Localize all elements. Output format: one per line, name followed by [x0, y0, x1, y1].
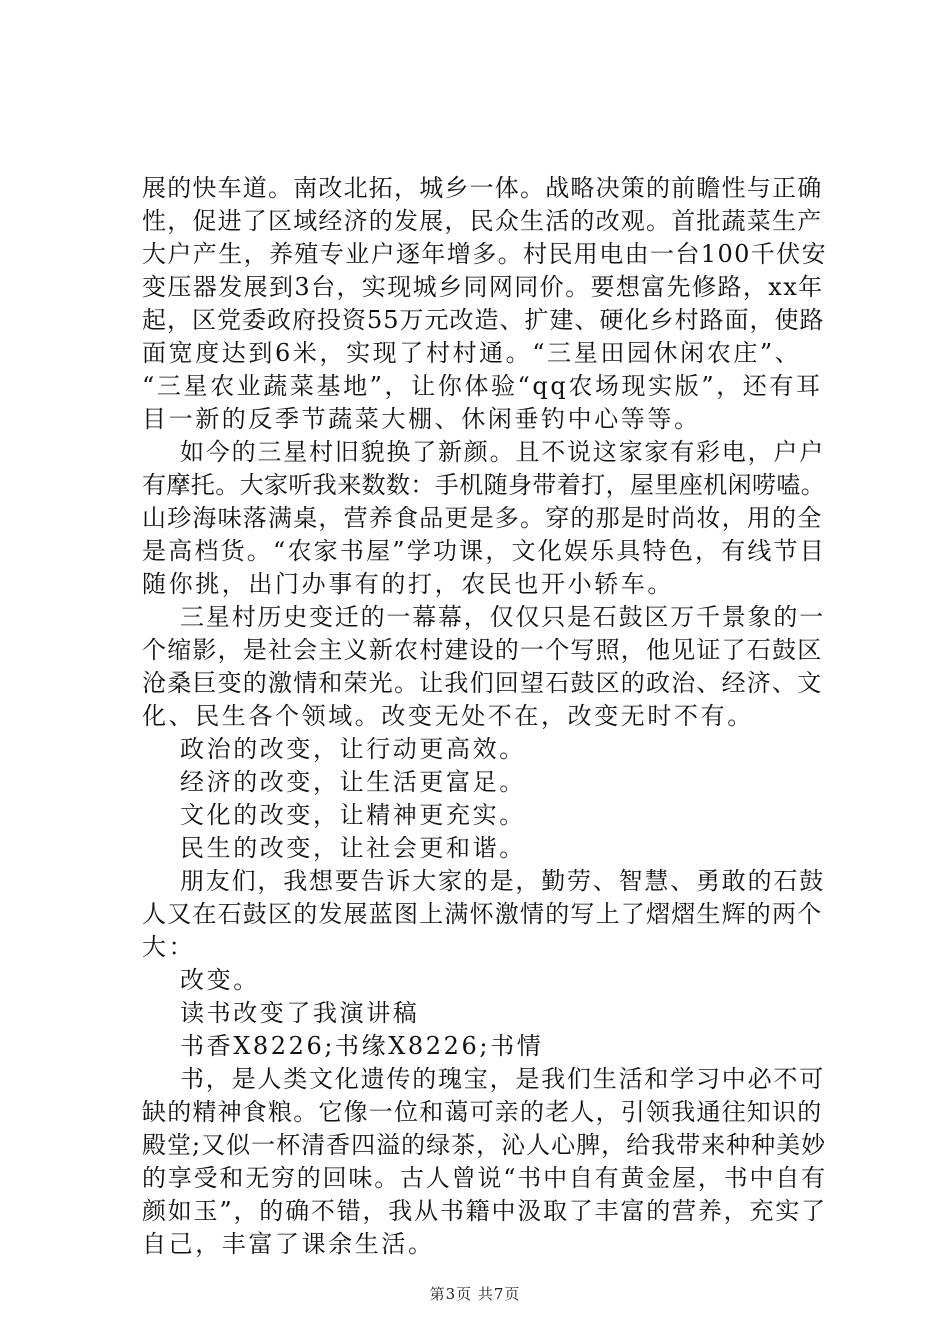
- text-line: 政治的改变，让行动更高效。: [180, 735, 526, 763]
- text-line: 书香X8226;书缘X8226;书情: [180, 1032, 544, 1060]
- text-line: 展的快车道。南改北拓，城乡一体。战略决策的前瞻性与正确: [142, 174, 823, 202]
- text-line: 改变。: [180, 966, 260, 994]
- document-body: [142, 172, 827, 1261]
- text-line: 是高档货。“农家书屋”学功课，文化娱乐具特色，有线节目: [142, 537, 826, 565]
- text-line: 的享受和无穷的回味。古人曾说“书中自有黄金屋，书中自有: [142, 1164, 827, 1192]
- text-line: 随你挑，出门办事有的打，农民也开小轿车。: [142, 570, 674, 598]
- text-line: 大户产生，养殖专业户逐年增多。村民用电由一台100千伏安: [142, 240, 828, 268]
- text-line: 朋友们，我想要告诉大家的是，勤劳、智慧、勇敢的石鼓: [180, 867, 825, 895]
- text-line: 颜如玉”，的确不错，我从书籍中汲取了丰富的营养，充实了: [142, 1197, 827, 1225]
- text-line: 文化的改变，让精神更充实。: [180, 801, 526, 829]
- text-line: 三星村历史变迁的一幕幕，仅仅只是石鼓区万千景象的一: [180, 603, 825, 631]
- text-line: 自己，丰富了课余生活。: [142, 1230, 435, 1258]
- text-line: 个缩影，是社会主义新农村建设的一个写照，他见证了石鼓区: [142, 636, 823, 664]
- text-line: 殿堂;又似一杯清香四溢的绿茶，沁人心脾，给我带来种种美妙: [142, 1131, 827, 1159]
- text-line: 性，促进了区域经济的发展，民众生活的改观。首批蔬菜生产: [142, 207, 823, 235]
- text-line: 缺的精神食粮。它像一位和蔼可亲的老人，引领我通往知识的: [142, 1098, 823, 1126]
- text-line: 变压器发展到3台，实现城乡同网同价。要想富先修路，xx年: [142, 273, 824, 301]
- text-line: 如今的三星村旧貌换了新颜。且不说这家家有彩电，户户: [180, 438, 825, 466]
- text-line: 大：: [142, 933, 196, 961]
- text-line: 有摩托。大家听我来数数：手机随身带着打，屋里座机闲唠嗑。: [142, 471, 826, 499]
- text-line: 经济的改变，让生活更富足。: [180, 768, 526, 796]
- text-line: 山珍海味落满桌，营养食品更是多。穿的那是时尚妆，用的全: [142, 504, 823, 532]
- text-line: 面宽度达到6米，实现了村村通。“三星田园休闲农庄”、: [142, 339, 802, 367]
- text-line: “三星农业蔬菜基地”，让你体验“qq农场现实版”，还有耳: [142, 372, 823, 400]
- text-line: 目一新的反季节蔬菜大棚、休闲垂钓中心等等。: [142, 405, 701, 433]
- text-line: 化、民生各个领域。改变无处不在，改变无时不有。: [142, 702, 754, 730]
- text-line: 读书改变了我演讲稿: [180, 999, 420, 1027]
- text-line: 起，区党委政府投资55万元改造、扩建、硬化乡村路面，使路: [142, 306, 825, 334]
- text-line: 书，是人类文化遗传的瑰宝，是我们生活和学习中必不可: [180, 1065, 825, 1093]
- text-line: 沧桑巨变的激情和荣光。让我们回望石鼓区的政治、经济、文: [142, 669, 823, 697]
- page-footer: 第3页 共7页: [429, 1285, 521, 1303]
- text-line: 人又在石鼓区的发展蓝图上满怀激情的写上了熠熠生辉的两个: [142, 900, 823, 928]
- text-line: 民生的改变，让社会更和谐。: [180, 834, 526, 862]
